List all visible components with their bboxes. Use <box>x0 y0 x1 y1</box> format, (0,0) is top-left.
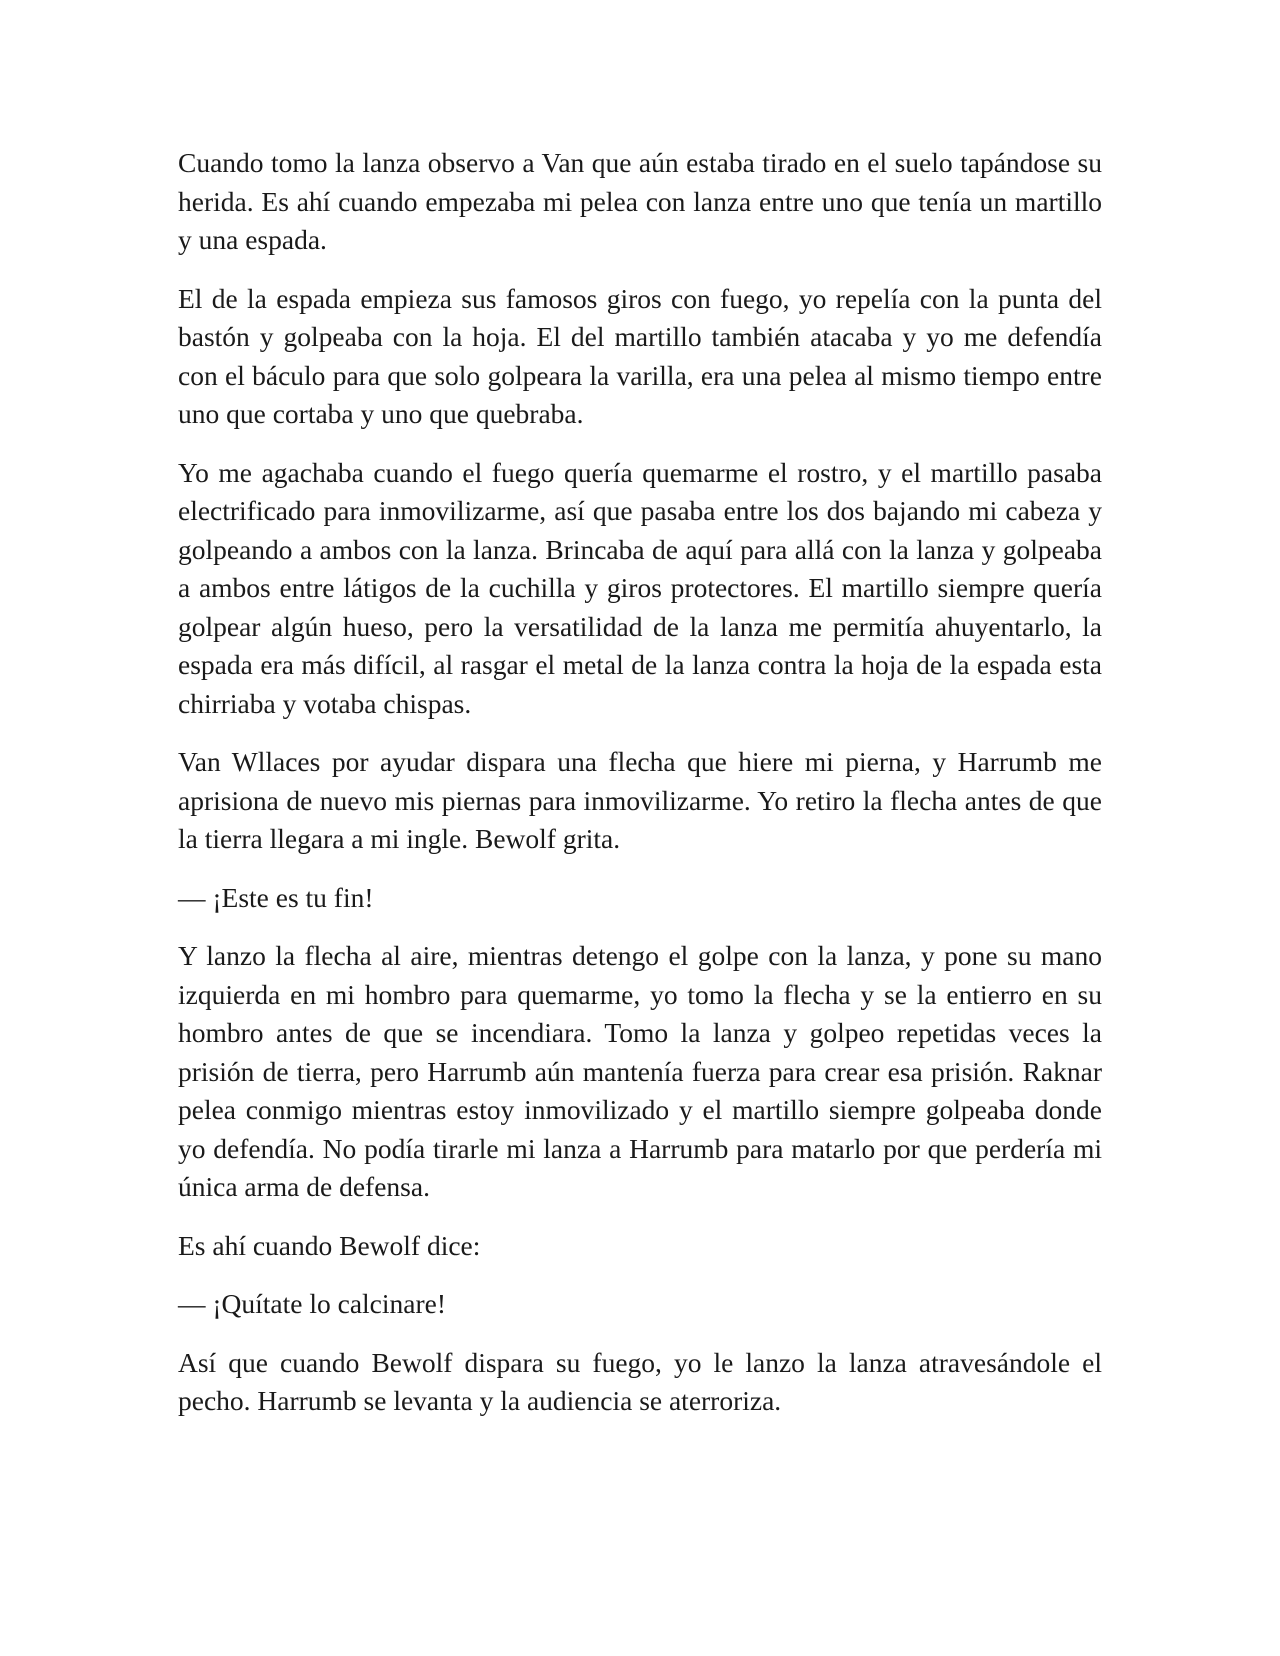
dialogue-line: — ¡Este es tu fin! <box>178 881 374 913</box>
dialogue-line: — ¡Quítate lo calcinare! <box>178 1288 446 1319</box>
paragraph: Van Wllaces por ayudar dispara una flecha que hiere mi pierna, y Harrumb me aprisiona de nuevo mis piernas para inmovilizarme. Yo retiro la flecha antes de que la tierra llegara a mi ingle. Bewolf grita. <box>178 746 1102 854</box>
paragraph: Y lanzo la flecha al aire, mientras detengo el golpe con la lanza, y pone su mano izquierda en mi hombro para quemarme, yo tomo la flecha y se la entierro en su hombro antes de que se incendiara. Tomo la lanza y golpeo repetidas veces la prisión de tierra, pero Harrumb aún mantenía fuerza para crear esa prisión. Raknar pelea conmigo mientras estoy inmovilizado y el martillo siempre golpeaba donde yo defendía. No podía tirarle mi lanza a Harrumb para matarlo por que perdería mi única arma de defensa. <box>178 940 1102 1202</box>
paragraph: Cuando tomo la lanza observo a Van que aún estaba tirado en el suelo tapándose su herida. Es ahí cuando empezaba mi pelea con lanza entre uno que tenía un martillo y una espada. <box>178 147 1102 255</box>
paragraph: Así que cuando Bewolf dispara su fuego, yo le lanzo la lanza atravesándole el pecho. Harrumb se levanta y la audiencia se aterroriza. <box>178 1346 1102 1416</box>
body-text <box>178 144 1102 1441</box>
paragraph: Yo me agachaba cuando el fuego quería quemarme el rostro, y el martillo pasaba electrificado para inmovilizarme, así que pasaba entre los dos bajando mi cabeza y golpeando a ambos con la lanza. Brincaba de aquí para allá con la lanza y golpeaba a ambos entre látigos de la cuchilla y giros protectores. El martillo siempre quería golpear algún hueso, pero la versatilidad de la lanza me permitía ahuyentarlo, la espada era más difícil, al rasgar el metal de la lanza contra la hoja de la espada esta chirriaba y votaba chispas. <box>178 456 1102 719</box>
paragraph: El de la espada empieza sus famosos giros con fuego, yo repelía con la punta del bastón y golpeaba con la hoja. El del martillo también atacaba y yo me defendía con el báculo para que solo golpeara la varilla, era una pelea al mismo tiempo entre uno que cortaba y uno que quebraba. <box>178 282 1102 429</box>
paragraph: Es ahí cuando Bewolf dice: <box>178 1229 481 1261</box>
